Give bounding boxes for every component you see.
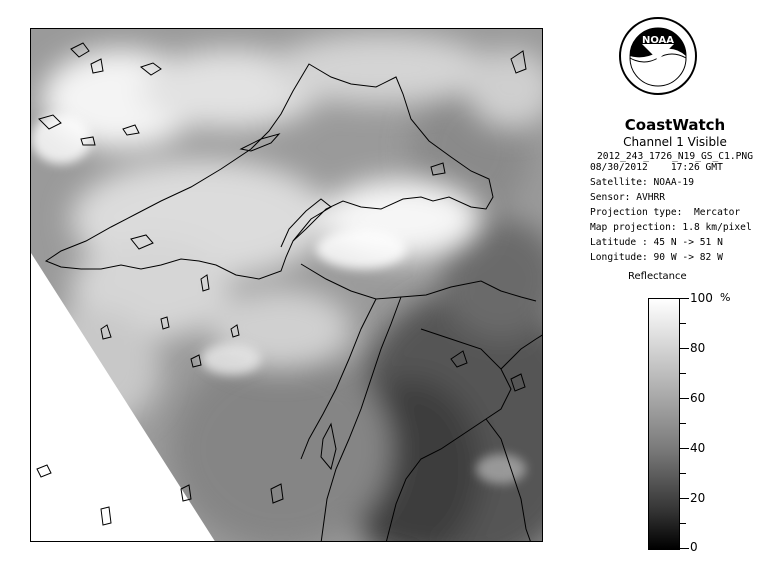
colorbar-label-40: 40 bbox=[690, 441, 706, 455]
colorbar-tick bbox=[680, 498, 689, 499]
colorbar-label-80: 80 bbox=[690, 341, 706, 355]
file-name: 2012_243_1726_N19_GS_C1.PNG bbox=[597, 151, 753, 162]
legend-title: Reflectance bbox=[628, 271, 687, 282]
colorbar-tick bbox=[680, 448, 689, 449]
legend-unit: % bbox=[720, 291, 731, 304]
colorbar-tick bbox=[680, 298, 689, 299]
colorbar-tick bbox=[680, 373, 686, 374]
noaa-logo-text: NOAA bbox=[641, 35, 675, 46]
satellite: Satellite: NOAA-19 bbox=[590, 177, 694, 188]
metadata-block bbox=[590, 160, 752, 265]
projection-type: Projection type: Mercator bbox=[590, 207, 741, 218]
colorbar-label-20: 20 bbox=[690, 491, 706, 505]
latitude-range: Latitude : 45 N -> 51 N bbox=[590, 237, 723, 248]
satellite-image bbox=[30, 28, 543, 542]
colorbar-tick bbox=[680, 323, 686, 324]
map-projection: Map projection: 1.8 km/pixel bbox=[590, 222, 752, 233]
reflectance-colorbar bbox=[648, 298, 680, 550]
colorbar-tick bbox=[680, 523, 686, 524]
colorbar-tick bbox=[680, 548, 689, 549]
sensor: Sensor: AVHRR bbox=[590, 192, 666, 203]
satellite-map-svg bbox=[31, 29, 543, 542]
noaa-logo-svg bbox=[618, 14, 698, 106]
product-title: CoastWatch bbox=[624, 116, 726, 134]
colorbar-tick bbox=[680, 398, 689, 399]
title-block bbox=[568, 114, 782, 164]
datetime: 08/30/2012 17:26 GMT bbox=[590, 162, 723, 173]
noaa-logo bbox=[618, 14, 698, 106]
longitude-range: Longitude: 90 W -> 82 W bbox=[590, 252, 723, 263]
channel-subtitle: Channel 1 Visible bbox=[623, 135, 727, 149]
colorbar-label-100: 100 bbox=[690, 291, 713, 305]
colorbar-tick bbox=[680, 348, 689, 349]
colorbar-label-0: 0 bbox=[690, 540, 698, 554]
colorbar-label-60: 60 bbox=[690, 391, 706, 405]
colorbar-tick bbox=[680, 423, 686, 424]
colorbar-tick bbox=[680, 473, 686, 474]
